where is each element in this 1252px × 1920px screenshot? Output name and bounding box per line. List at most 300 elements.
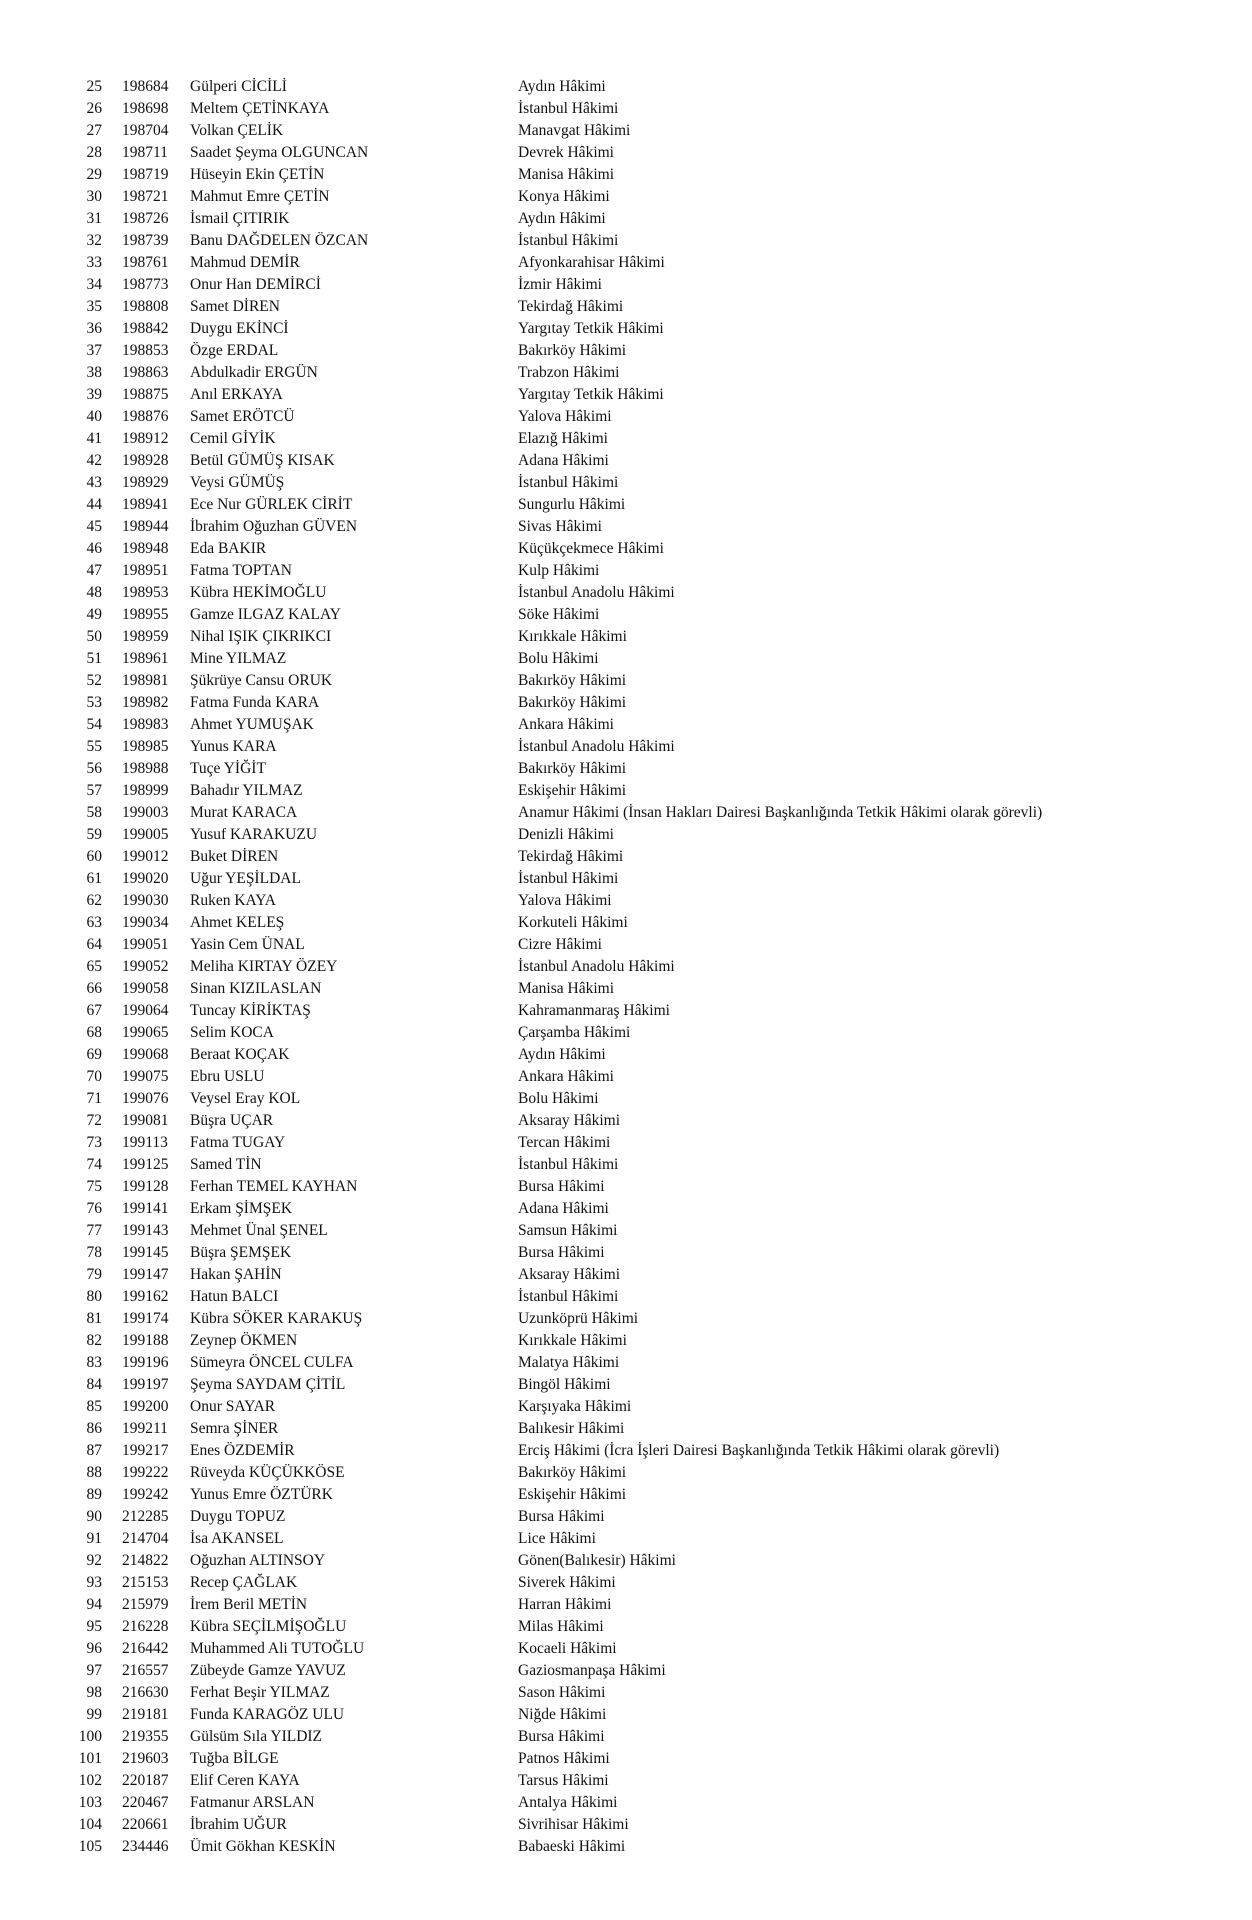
person-name: Zeynep ÖKMEN <box>190 1332 298 1349</box>
person-name: Buket DİREN <box>190 848 279 865</box>
registry-number: 199030 <box>122 892 169 909</box>
person-name: Banu DAĞDELEN ÖZCAN <box>190 232 369 249</box>
person-name: İbrahim UĞUR <box>190 1816 287 1833</box>
table-row <box>0 912 1252 934</box>
table-row <box>0 868 1252 890</box>
row-number: 30 <box>86 188 102 205</box>
assigned-court: Bingöl Hâkimi <box>518 1376 611 1393</box>
assigned-court: Gönen(Balıkesir) Hâkimi <box>518 1552 676 1569</box>
assigned-court: İstanbul Hâkimi <box>518 1156 619 1173</box>
table-row <box>0 1616 1252 1638</box>
registry-number: 198876 <box>122 408 169 425</box>
assigned-court: Tarsus Hâkimi <box>518 1772 609 1789</box>
assigned-court: Harran Hâkimi <box>518 1596 612 1613</box>
registry-number: 216228 <box>122 1618 169 1635</box>
row-number: 54 <box>86 716 102 733</box>
assigned-court: Aksaray Hâkimi <box>518 1112 621 1129</box>
row-number: 35 <box>86 298 102 315</box>
row-number: 67 <box>86 1002 102 1019</box>
table-row <box>0 1308 1252 1330</box>
registry-number: 199068 <box>122 1046 169 1063</box>
registry-number: 199211 <box>122 1420 168 1437</box>
person-name: Yasin Cem ÜNAL <box>190 936 305 953</box>
registry-number: 199188 <box>122 1332 169 1349</box>
table-row <box>0 1242 1252 1264</box>
row-number: 72 <box>86 1112 102 1129</box>
row-number: 64 <box>86 936 102 953</box>
row-number: 60 <box>86 848 102 865</box>
table-row <box>0 494 1252 516</box>
assigned-court: Manavgat Hâkimi <box>518 122 631 139</box>
person-name: İsmail ÇITIRIK <box>190 210 290 227</box>
assigned-court: Bolu Hâkimi <box>518 650 599 667</box>
registry-number: 214704 <box>122 1530 169 1547</box>
registry-number: 219603 <box>122 1750 169 1767</box>
row-number: 74 <box>86 1156 102 1173</box>
table-row <box>0 1396 1252 1418</box>
person-name: İsa AKANSEL <box>190 1530 284 1547</box>
assigned-court: Bakırköy Hâkimi <box>518 1464 627 1481</box>
assigned-court: Niğde Hâkimi <box>518 1706 607 1723</box>
table-row <box>0 516 1252 538</box>
assigned-court: İstanbul Hâkimi <box>518 474 619 491</box>
registry-number: 199141 <box>122 1200 169 1217</box>
table-row <box>0 1286 1252 1308</box>
person-name: Rüveyda KÜÇÜKKÖSE <box>190 1464 345 1481</box>
person-name: Fatmanur ARSLAN <box>190 1794 315 1811</box>
assigned-court: Erciş Hâkimi (İcra İşleri Dairesi Başkanlığında Tetkik Hâkimi olarak görevli) <box>518 1442 1000 1459</box>
person-name: Kübra HEKİMOĞLU <box>190 584 327 601</box>
assigned-court: Kulp Hâkimi <box>518 562 600 579</box>
row-number: 88 <box>86 1464 102 1481</box>
person-name: Ruken KAYA <box>190 892 276 909</box>
table-row <box>0 890 1252 912</box>
registry-number: 216442 <box>122 1640 169 1657</box>
assigned-court: Kocaeli Hâkimi <box>518 1640 617 1657</box>
row-number: 94 <box>86 1596 102 1613</box>
table-row <box>0 1352 1252 1374</box>
row-number: 46 <box>86 540 102 557</box>
assigned-court: Devrek Hâkimi <box>518 144 614 161</box>
table-row <box>0 142 1252 164</box>
table-row <box>0 1264 1252 1286</box>
person-name: Meliha KIRTAY ÖZEY <box>190 958 338 975</box>
person-name: Samet ERÖTCÜ <box>190 408 295 425</box>
person-name: Ferhan TEMEL KAYHAN <box>190 1178 358 1195</box>
person-name: Eda BAKIR <box>190 540 267 557</box>
registry-number: 220661 <box>122 1816 169 1833</box>
assigned-court: Kahramanmaraş Hâkimi <box>518 1002 670 1019</box>
person-name: Kübra SÖKER KARAKUŞ <box>190 1310 363 1327</box>
row-number: 76 <box>86 1200 102 1217</box>
registry-number: 198711 <box>122 144 168 161</box>
table-row <box>0 736 1252 758</box>
registry-number: 198684 <box>122 78 169 95</box>
assigned-court: Kırıkkale Hâkimi <box>518 628 627 645</box>
person-name: Sümeyra ÖNCEL CULFA <box>190 1354 354 1371</box>
row-number: 49 <box>86 606 102 623</box>
assigned-court: İstanbul Hâkimi <box>518 870 619 887</box>
assigned-court: Lice Hâkimi <box>518 1530 596 1547</box>
table-row <box>0 846 1252 868</box>
row-number: 43 <box>86 474 102 491</box>
person-name: Ahmet YUMUŞAK <box>190 716 314 733</box>
row-number: 70 <box>86 1068 102 1085</box>
table-row <box>0 318 1252 340</box>
registry-number: 198981 <box>122 672 169 689</box>
assigned-court: Patnos Hâkimi <box>518 1750 610 1767</box>
table-row <box>0 186 1252 208</box>
registry-number: 219181 <box>122 1706 169 1723</box>
registry-number: 199147 <box>122 1266 169 1283</box>
row-number: 73 <box>86 1134 102 1151</box>
person-name: Tuğba BİLGE <box>190 1750 279 1767</box>
appointment-list <box>0 76 1252 1858</box>
assigned-court: Yargıtay Tetkik Hâkimi <box>518 386 664 403</box>
table-row <box>0 1660 1252 1682</box>
table-row <box>0 1462 1252 1484</box>
person-name: Enes ÖZDEMİR <box>190 1442 295 1459</box>
row-number: 45 <box>86 518 102 535</box>
person-name: Samed TİN <box>190 1156 262 1173</box>
assigned-court: Bolu Hâkimi <box>518 1090 599 1107</box>
assigned-court: İstanbul Anadolu Hâkimi <box>518 738 675 755</box>
table-row <box>0 934 1252 956</box>
registry-number: 198951 <box>122 562 169 579</box>
registry-number: 198719 <box>122 166 169 183</box>
assigned-court: Bakırköy Hâkimi <box>518 672 627 689</box>
registry-number: 198953 <box>122 584 169 601</box>
person-name: Fatma TUGAY <box>190 1134 286 1151</box>
registry-number: 199003 <box>122 804 169 821</box>
table-row <box>0 1330 1252 1352</box>
assigned-court: Eskişehir Hâkimi <box>518 782 627 799</box>
row-number: 38 <box>86 364 102 381</box>
row-number: 42 <box>86 452 102 469</box>
registry-number: 234446 <box>122 1838 169 1855</box>
table-row <box>0 692 1252 714</box>
table-row <box>0 1176 1252 1198</box>
assigned-court: Adana Hâkimi <box>518 1200 609 1217</box>
registry-number: 198999 <box>122 782 169 799</box>
table-row <box>0 560 1252 582</box>
assigned-court: Tekirdağ Hâkimi <box>518 848 624 865</box>
table-row <box>0 1374 1252 1396</box>
row-number: 80 <box>86 1288 102 1305</box>
person-name: Ferhat Beşir YILMAZ <box>190 1684 330 1701</box>
row-number: 63 <box>86 914 102 931</box>
registry-number: 199113 <box>122 1134 168 1151</box>
table-row <box>0 1814 1252 1836</box>
row-number: 78 <box>86 1244 102 1261</box>
registry-number: 199052 <box>122 958 169 975</box>
person-name: Şükrüye Cansu ORUK <box>190 672 333 689</box>
registry-number: 216557 <box>122 1662 169 1679</box>
registry-number: 199065 <box>122 1024 169 1041</box>
person-name: Özge ERDAL <box>190 342 279 359</box>
row-number: 95 <box>86 1618 102 1635</box>
person-name: Betül GÜMÜŞ KISAK <box>190 452 335 469</box>
table-row <box>0 1088 1252 1110</box>
assigned-court: Manisa Hâkimi <box>518 166 614 183</box>
table-row <box>0 1000 1252 1022</box>
row-number: 103 <box>78 1794 102 1811</box>
row-number: 53 <box>86 694 102 711</box>
table-row <box>0 1110 1252 1132</box>
assigned-court: Aksaray Hâkimi <box>518 1266 621 1283</box>
registry-number: 198929 <box>122 474 169 491</box>
table-row <box>0 978 1252 1000</box>
person-name: Saadet Şeyma OLGUNCAN <box>190 144 369 161</box>
assigned-court: Siverek Hâkimi <box>518 1574 616 1591</box>
registry-number: 198985 <box>122 738 169 755</box>
row-number: 48 <box>86 584 102 601</box>
row-number: 97 <box>86 1662 102 1679</box>
assigned-court: Afyonkarahisar Hâkimi <box>518 254 665 271</box>
registry-number: 199076 <box>122 1090 169 1107</box>
assigned-court: Tekirdağ Hâkimi <box>518 298 624 315</box>
row-number: 40 <box>86 408 102 425</box>
row-number: 84 <box>86 1376 102 1393</box>
person-name: Semra ŞİNER <box>190 1420 279 1437</box>
registry-number: 199145 <box>122 1244 169 1261</box>
row-number: 55 <box>86 738 102 755</box>
row-number: 62 <box>86 892 102 909</box>
person-name: Ebru USLU <box>190 1068 265 1085</box>
assigned-court: Sivas Hâkimi <box>518 518 602 535</box>
assigned-court: Bursa Hâkimi <box>518 1244 605 1261</box>
person-name: Ümit Gökhan KESKİN <box>190 1838 336 1855</box>
person-name: Fatma Funda KARA <box>190 694 320 711</box>
assigned-court: İstanbul Anadolu Hâkimi <box>518 584 675 601</box>
registry-number: 198721 <box>122 188 169 205</box>
registry-number: 198928 <box>122 452 169 469</box>
table-row <box>0 1550 1252 1572</box>
table-row <box>0 296 1252 318</box>
registry-number: 198959 <box>122 628 169 645</box>
assigned-court: Küçükçekmece Hâkimi <box>518 540 664 557</box>
assigned-court: Elazığ Hâkimi <box>518 430 608 447</box>
registry-number: 198988 <box>122 760 169 777</box>
person-name: Yunus Emre ÖZTÜRK <box>190 1486 333 1503</box>
registry-number: 198773 <box>122 276 169 293</box>
row-number: 36 <box>86 320 102 337</box>
row-number: 75 <box>86 1178 102 1195</box>
row-number: 96 <box>86 1640 102 1657</box>
assigned-court: Korkuteli Hâkimi <box>518 914 628 931</box>
row-number: 27 <box>86 122 102 139</box>
registry-number: 198912 <box>122 430 169 447</box>
person-name: İbrahim Oğuzhan GÜVEN <box>190 518 358 535</box>
registry-number: 199200 <box>122 1398 169 1415</box>
person-name: Gülsüm Sıla YILDIZ <box>190 1728 323 1745</box>
row-number: 93 <box>86 1574 102 1591</box>
table-row <box>0 604 1252 626</box>
registry-number: 199064 <box>122 1002 169 1019</box>
person-name: Mine YILMAZ <box>190 650 287 667</box>
person-name: Kübra SEÇİLMİŞOĞLU <box>190 1618 347 1635</box>
assigned-court: Bakırköy Hâkimi <box>518 760 627 777</box>
row-number: 26 <box>86 100 102 117</box>
table-row <box>0 1022 1252 1044</box>
person-name: Şeyma SAYDAM ÇİTİL <box>190 1376 346 1393</box>
person-name: Veysi GÜMÜŞ <box>190 474 285 491</box>
table-row <box>0 714 1252 736</box>
row-number: 59 <box>86 826 102 843</box>
assigned-court: İstanbul Anadolu Hâkimi <box>518 958 675 975</box>
assigned-court: Gaziosmanpaşa Hâkimi <box>518 1662 666 1679</box>
row-number: 79 <box>86 1266 102 1283</box>
row-number: 56 <box>86 760 102 777</box>
row-number: 82 <box>86 1332 102 1349</box>
table-row <box>0 1154 1252 1176</box>
assigned-court: Bursa Hâkimi <box>518 1508 605 1525</box>
assigned-court: İstanbul Hâkimi <box>518 1288 619 1305</box>
assigned-court: Ankara Hâkimi <box>518 716 614 733</box>
assigned-court: Antalya Hâkimi <box>518 1794 618 1811</box>
row-number: 29 <box>86 166 102 183</box>
row-number: 81 <box>86 1310 102 1327</box>
registry-number: 198761 <box>122 254 169 271</box>
table-row <box>0 1682 1252 1704</box>
row-number: 89 <box>86 1486 102 1503</box>
table-row <box>0 1748 1252 1770</box>
assigned-court: Söke Hâkimi <box>518 606 600 623</box>
table-row <box>0 582 1252 604</box>
table-row <box>0 1066 1252 1088</box>
assigned-court: İstanbul Hâkimi <box>518 232 619 249</box>
table-row <box>0 1792 1252 1814</box>
table-row <box>0 252 1252 274</box>
row-number: 83 <box>86 1354 102 1371</box>
table-row <box>0 1528 1252 1550</box>
assigned-court: Balıkesir Hâkimi <box>518 1420 625 1437</box>
registry-number: 198698 <box>122 100 169 117</box>
person-name: Hakan ŞAHİN <box>190 1266 282 1283</box>
registry-number: 198739 <box>122 232 169 249</box>
registry-number: 199143 <box>122 1222 169 1239</box>
registry-number: 216630 <box>122 1684 169 1701</box>
table-row <box>0 362 1252 384</box>
registry-number: 198726 <box>122 210 169 227</box>
row-number: 61 <box>86 870 102 887</box>
registry-number: 199196 <box>122 1354 169 1371</box>
assigned-court: Sason Hâkimi <box>518 1684 606 1701</box>
registry-number: 199034 <box>122 914 169 931</box>
person-name: Abdulkadir ERGÜN <box>190 364 318 381</box>
table-row <box>0 780 1252 802</box>
row-number: 104 <box>78 1816 102 1833</box>
assigned-court: Babaeski Hâkimi <box>518 1838 626 1855</box>
table-row <box>0 626 1252 648</box>
person-name: İrem Beril METİN <box>190 1596 308 1613</box>
table-row <box>0 428 1252 450</box>
assigned-court: Konya Hâkimi <box>518 188 610 205</box>
assigned-court: Manisa Hâkimi <box>518 980 614 997</box>
assigned-court: Aydın Hâkimi <box>518 210 606 227</box>
person-name: Onur SAYAR <box>190 1398 276 1415</box>
registry-number: 215979 <box>122 1596 169 1613</box>
table-row <box>0 230 1252 252</box>
table-row <box>0 1506 1252 1528</box>
person-name: Duygu TOPUZ <box>190 1508 286 1525</box>
assigned-court: Bursa Hâkimi <box>518 1728 605 1745</box>
person-name: Yunus KARA <box>190 738 277 755</box>
registry-number: 199162 <box>122 1288 169 1305</box>
assigned-court: Anamur Hâkimi (İnsan Hakları Dairesi Başkanlığında Tetkik Hâkimi olarak görevli) <box>518 804 1043 821</box>
table-row <box>0 208 1252 230</box>
table-row <box>0 1572 1252 1594</box>
person-name: Gamze ILGAZ KALAY <box>190 606 341 623</box>
assigned-court: Malatya Hâkimi <box>518 1354 620 1371</box>
table-row <box>0 824 1252 846</box>
person-name: Ahmet KELEŞ <box>190 914 285 931</box>
assigned-court: Adana Hâkimi <box>518 452 609 469</box>
registry-number: 199197 <box>122 1376 169 1393</box>
registry-number: 198955 <box>122 606 169 623</box>
person-name: Tuncay KİRİKTAŞ <box>190 1002 311 1019</box>
registry-number: 199005 <box>122 826 169 843</box>
person-name: Fatma TOPTAN <box>190 562 292 579</box>
row-number: 98 <box>86 1684 102 1701</box>
table-row <box>0 340 1252 362</box>
registry-number: 215153 <box>122 1574 169 1591</box>
table-row <box>0 76 1252 98</box>
registry-number: 199075 <box>122 1068 169 1085</box>
person-name: Murat KARACA <box>190 804 298 821</box>
table-row <box>0 164 1252 186</box>
table-row <box>0 406 1252 428</box>
person-name: Muhammed Ali TUTOĞLU <box>190 1640 365 1657</box>
registry-number: 199217 <box>122 1442 169 1459</box>
assigned-court: İzmir Hâkimi <box>518 276 602 293</box>
assigned-court: İstanbul Hâkimi <box>518 100 619 117</box>
person-name: Mehmet Ünal ŞENEL <box>190 1222 328 1239</box>
row-number: 37 <box>86 342 102 359</box>
assigned-court: Uzunköprü Hâkimi <box>518 1310 639 1327</box>
table-row <box>0 1770 1252 1792</box>
table-row <box>0 1440 1252 1462</box>
person-name: Onur Han DEMİRCİ <box>190 276 321 293</box>
row-number: 77 <box>86 1222 102 1239</box>
registry-number: 199081 <box>122 1112 169 1129</box>
registry-number: 198842 <box>122 320 169 337</box>
row-number: 101 <box>78 1750 102 1767</box>
registry-number: 198863 <box>122 364 169 381</box>
registry-number: 198983 <box>122 716 169 733</box>
row-number: 85 <box>86 1398 102 1415</box>
person-name: Anıl ERKAYA <box>190 386 283 403</box>
registry-number: 198941 <box>122 496 169 513</box>
table-row <box>0 1726 1252 1748</box>
registry-number: 219355 <box>122 1728 169 1745</box>
registry-number: 199020 <box>122 870 169 887</box>
person-name: Recep ÇAĞLAK <box>190 1574 298 1591</box>
person-name: Bahadır YILMAZ <box>190 782 303 799</box>
row-number: 25 <box>86 78 102 95</box>
row-number: 87 <box>86 1442 102 1459</box>
person-name: Büşra UÇAR <box>190 1112 274 1129</box>
registry-number: 199125 <box>122 1156 169 1173</box>
row-number: 69 <box>86 1046 102 1063</box>
registry-number: 220467 <box>122 1794 169 1811</box>
table-row <box>0 98 1252 120</box>
registry-number: 220187 <box>122 1772 169 1789</box>
row-number: 58 <box>86 804 102 821</box>
assigned-court: Denizli Hâkimi <box>518 826 614 843</box>
person-name: Cemil GİYİK <box>190 430 276 447</box>
person-name: Erkam ŞİMŞEK <box>190 1200 293 1217</box>
